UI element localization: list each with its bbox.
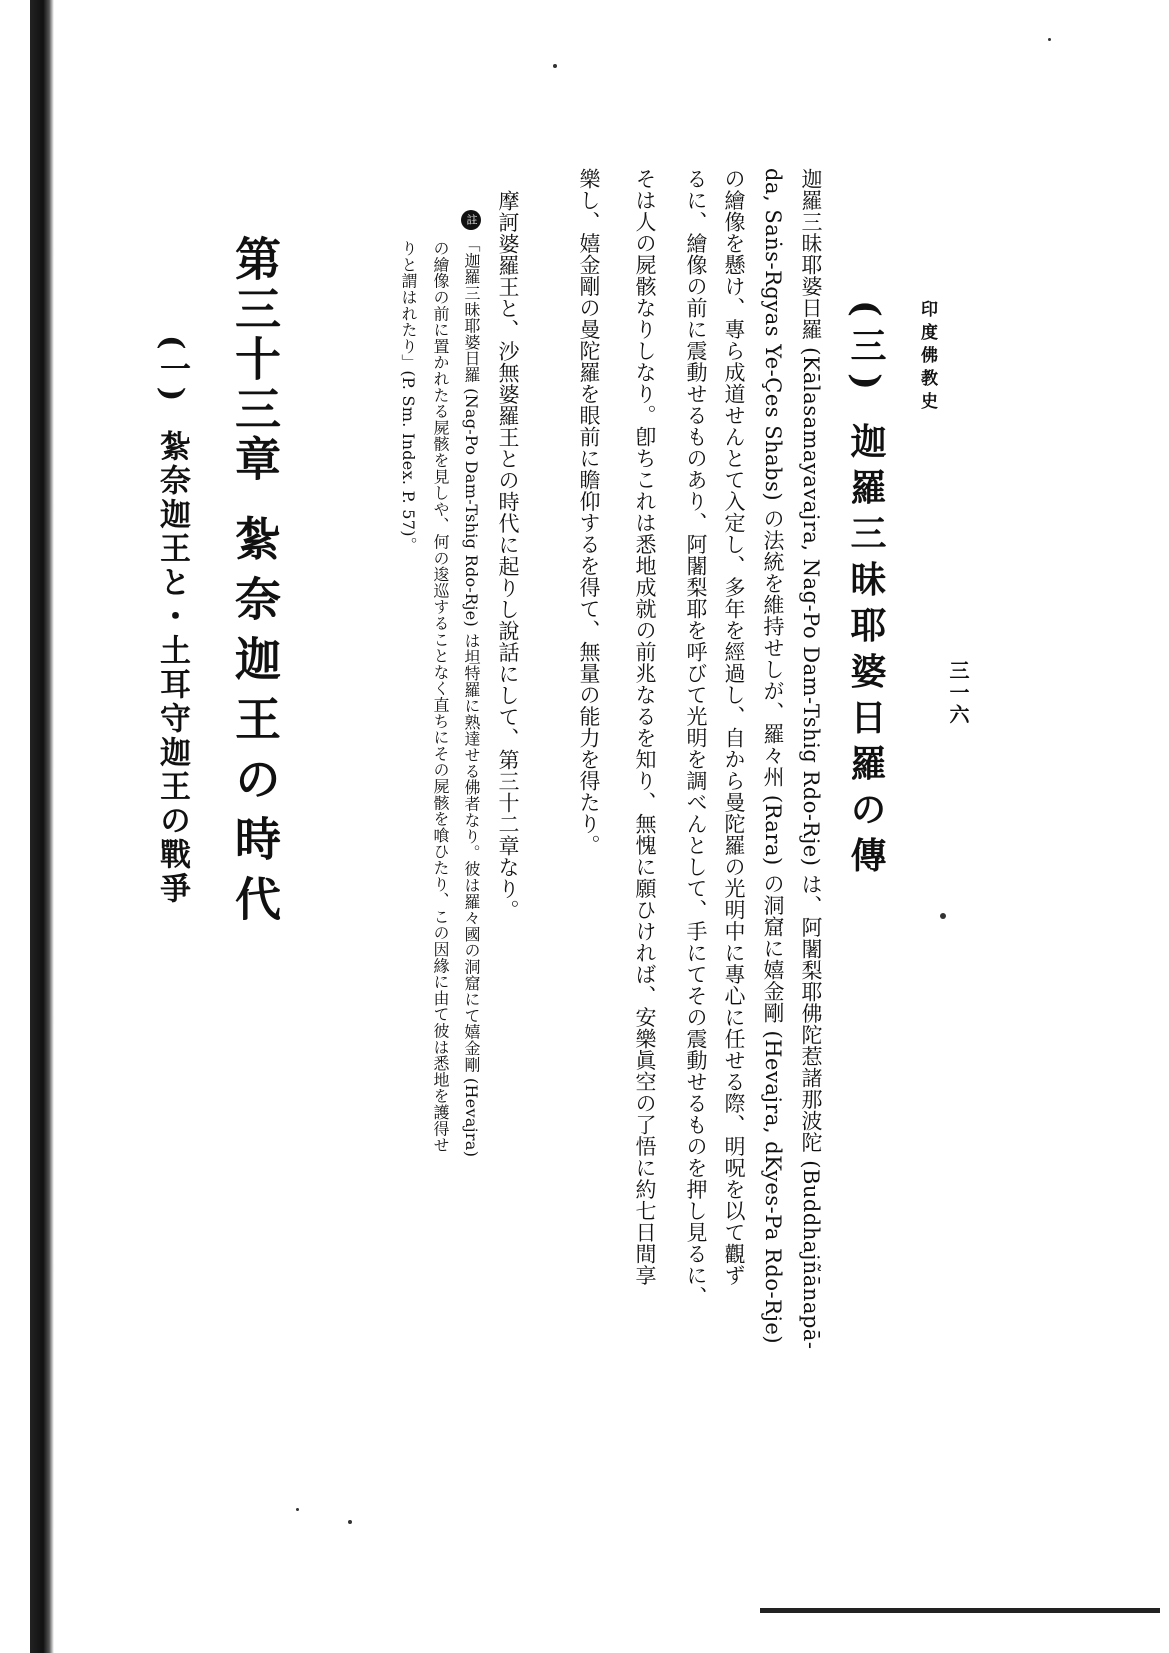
running-head: 印度佛教史 <box>917 300 937 415</box>
scan-speck <box>940 913 946 919</box>
body-line-7: 摩訶婆羅王と、沙無婆羅王との時代に起りし說話にして、第三十二章なり。 <box>496 190 520 921</box>
footnote-text-1: 「迦羅三昧耶婆日羅 (Nag-Po Dam-Tshig Rdo-Rje) は坦特羅に熟達せる佛者なり。彼は羅々國の洞窟にて嬉金剛 (Hevajra) <box>462 236 481 1158</box>
footnote-marker: 註 <box>461 210 481 230</box>
footnote-line-2: の繪像の前に置かれたる屍骸を見しや、何の逡巡することなく直ちにその屍骸を喰ひたり、この因緣に由て彼は悉地を護得せ <box>431 240 450 1153</box>
body-line-3: の繪像を懸け、專ら成道せんとて入定し、多年を經過し、自から曼陀羅の光明中に專心に任せる際、明呪を以て觀ず <box>722 168 746 1286</box>
section-heading <box>845 300 887 883</box>
scan-speck <box>553 64 557 68</box>
page-number: 三一六 <box>946 660 970 726</box>
body-line-2: da, Saṅs-Rgyas Ye-Çes Shabs) の法統を維持せしが、羅々州 (Rara) の洞窟に嬉金剛 (Hevajra, dKyes-Pa Rdo-Rje) <box>761 168 785 1345</box>
subsection-title: 紮奈迦王と・土耳守迦王の戰爭 <box>154 430 190 907</box>
section-title: 迦羅三昧耶婆日羅の傳 <box>845 422 887 883</box>
section-number: (三) <box>845 300 887 401</box>
body-line-6: 樂し、嬉金剛の曼陀羅を眼前に瞻仰するを得て、無量の能力を得たり。 <box>577 168 601 856</box>
body-line-4: るに、繪像の前に震動せるものあり、阿闍梨耶を呼びて光明を調べんとして、手にてその震動せるものを押し見るに、 <box>684 168 708 1308</box>
chapter-heading <box>228 235 282 935</box>
chapter-title: 紮奈迦王の時代 <box>228 515 282 935</box>
body-line-1: 迦羅三昧耶婆日羅 (Kālasamayavajra, Nag-Po Dam-Tshig Rdo-Rje) は、阿闍梨耶佛陀惹諸那波陀 (Buddhajñānapā- <box>799 168 823 1350</box>
scan-bottom-rule <box>760 1608 1160 1613</box>
scan-speck <box>348 1520 352 1524</box>
chapter-number: 第三十三章 <box>228 235 282 485</box>
subsection-number: (一) <box>154 335 190 405</box>
scan-speck <box>296 1508 299 1511</box>
scan-speck <box>1048 38 1051 41</box>
footnote-line-3: りと謂はれたり」(P. Sm. Index. P. 57)。 <box>399 240 418 554</box>
footnote-line-1 <box>461 210 481 1157</box>
subsection-heading <box>154 335 190 907</box>
body-line-5: そは人の屍骸なりしなり。卽ちこれは悉地成就の前兆なるを知り、無愧に願ひければ、安樂眞空の了悟に約七日間享 <box>633 168 657 1286</box>
scan-binding-shadow <box>30 0 54 1653</box>
